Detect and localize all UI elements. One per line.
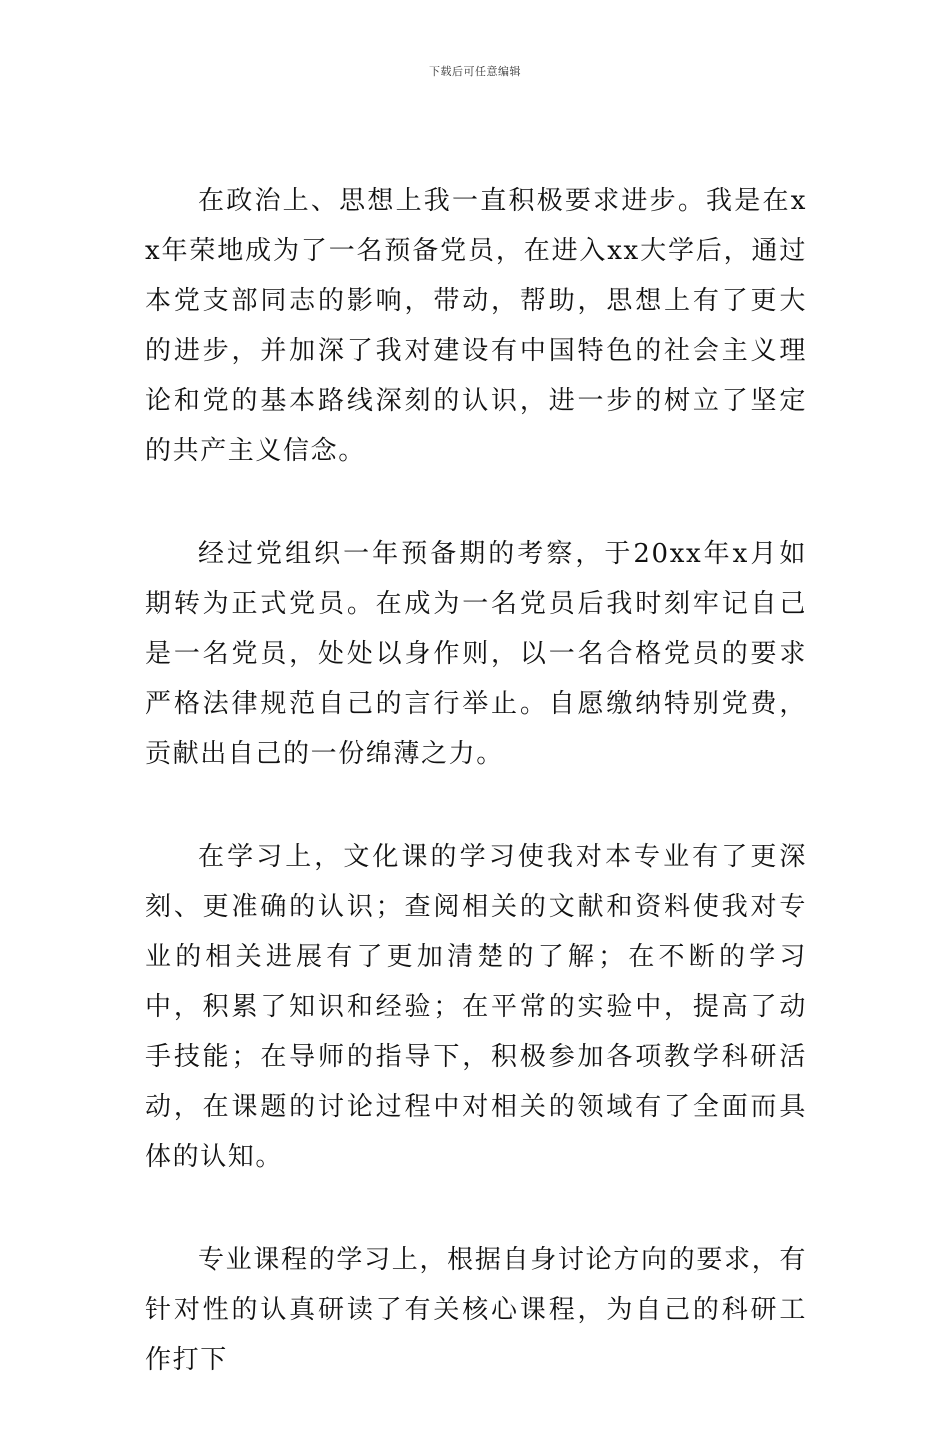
paragraph-political-progress: 在政治上、思想上我一直积极要求进步。我是在xx年荣地成为了一名预备党员，在进入xx大学后，通过本党支部同志的影响，带动，帮助，思想上有了更大的进步，并加深了我对建设有中国特色的社会主义理论和党的基本路线深刻的认识，进一步的树立了坚定的共产主义信念。 bbox=[145, 186, 807, 466]
document-body bbox=[145, 176, 807, 1438]
header-note: 下载后可任意编辑 bbox=[429, 65, 521, 78]
paragraph-professional-courses: 专业课程的学习上，根据自身讨论方向的要求，有针对性的认真研读了有关核心课程，为自己的科研工作打下 bbox=[145, 1245, 807, 1375]
paragraph-party-membership: 经过党组织一年预备期的考察，于20xx年x月如期转为正式党员。在成为一名党员后我时刻牢记自己是一名党员，处处以身作则，以一名合格党员的要求严格法律规范自己的言行举止。自愿缴纳特别党费，贡献出自己的一份绵薄之力。 bbox=[145, 539, 807, 769]
paragraph-study: 在学习上，文化课的学习使我对本专业有了更深刻、更准确的认识；查阅相关的文献和资料使我对专业的相关进展有了更加清楚的了解；在不断的学习中，积累了知识和经验；在平常的实验中，提高了动手技能；在导师的指导下，积极参加各项教学科研活动，在课题的讨论过程中对相关的领域有了全面而具体的认知。 bbox=[145, 842, 807, 1172]
